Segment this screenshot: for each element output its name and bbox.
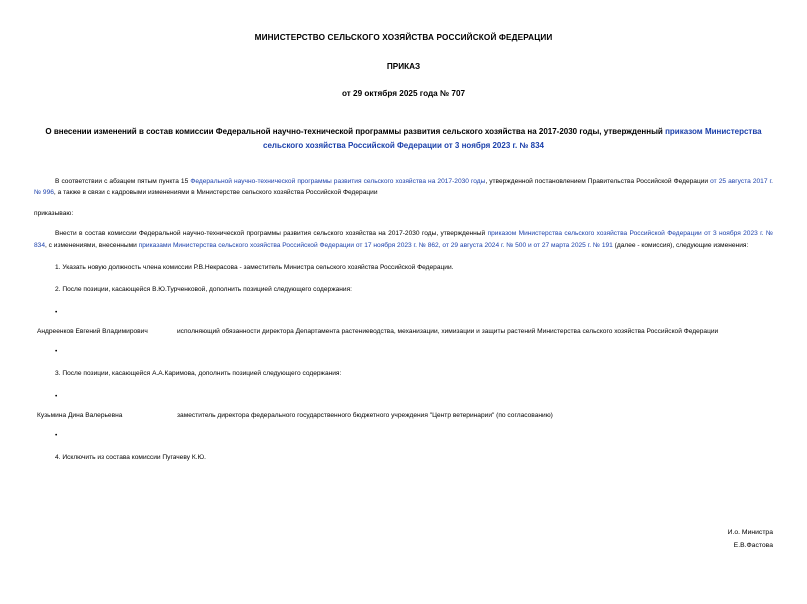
list-bullet-2: •: [55, 347, 58, 355]
list-bullet-3: •: [55, 392, 58, 400]
person-position: исполняющий обязанности директора Департамента растениеводства, механизации, химизации и защиты растений Министерства сельского хозяйства Российской Федерации: [177, 328, 719, 336]
main-link-order-834[interactable]: приказом Министерства сельского хозяйства Российской Федерации от 3 ноября 2023 г. № 834: [34, 230, 773, 249]
document-type-heading: ПРИКАЗ: [386, 62, 421, 71]
person-position: заместитель директора федерального государственного бюджетного учреждения "Центр ветеринарии" (по согласованию): [177, 412, 553, 420]
document-page: [0, 33, 807, 604]
title-link-order-834[interactable]: приказом Министерства сельского хозяйства Российской Федерации от 3 ноября 2023 г. № 834: [263, 127, 762, 150]
signature-role: И.о. Министра: [727, 529, 773, 536]
person-name: Кузьмина Дина Валерьевна: [37, 412, 123, 420]
item-4: 4. Исключить из состава комиссии Пугачеву К.Ю.: [55, 454, 207, 462]
item-3: 3. После позиции, касающейся А.А.Каримова, дополнить позицией следующего содержания:: [55, 370, 342, 378]
item-2: 2. После позиции, касающейся В.Ю.Турченковой, дополнить позицией следующего содержания:: [55, 286, 352, 294]
preamble-link-program[interactable]: Федеральной научно-технической программы развития сельского хозяйства на 2017-2030 годы: [190, 178, 486, 185]
item-1: 1. Указать новую должность члена комиссии Р.В.Некрасова - заместитель Министра сельского хозяйства Российской Федерации.: [55, 264, 454, 272]
list-bullet-4: •: [55, 431, 58, 439]
signature-block: [728, 526, 773, 552]
document-title: [38, 125, 769, 152]
title-text-part: О внесении изменений в состав комиссии Федеральной научно-технической программы развития сельского хозяйства на 2017-2030 годы, утвержденный: [45, 127, 666, 136]
main-link-orders-amendments[interactable]: приказами Министерства сельского хозяйства Российской Федерации от 17 ноября 2023 г. № 862, от 29 августа 2024 г. № 500 и от 27 марта 2025 г. № 191: [138, 241, 613, 249]
signature-name: Е.В.Фастова: [733, 542, 773, 549]
person-name: Андреенков Евгений Владимирович: [37, 328, 148, 336]
preamble-text-c: , а также в связи с кадровыми изменениями в Министерстве сельского хозяйства Российской Федерации: [53, 189, 378, 197]
person-row-kuzmina: [34, 411, 773, 421]
main-paragraph: [34, 228, 773, 251]
main-text-c: (далее - комиссия), следующие изменения:: [612, 241, 749, 249]
main-text-a: Внести в состав комиссии Федеральной научно-технической программы развития сельского хозяйства на 2017-2030 годы, утвержденный: [55, 230, 488, 238]
preamble-link-resolution-996[interactable]: от 25 августа 2017 г. № 996: [34, 178, 773, 197]
document-body: [34, 176, 773, 463]
person-row-andreenkov: [34, 327, 773, 337]
main-text-b: , с изменениями, внесенными: [45, 241, 139, 249]
order-word: приказываю:: [34, 209, 74, 217]
document-date-number: от 29 октября 2025 года № 707: [341, 89, 466, 98]
preamble-paragraph: [34, 176, 773, 199]
list-bullet-1: •: [55, 308, 58, 316]
preamble-text-b: , утвержденной постановлением Правительства Российской Федерации: [485, 178, 711, 185]
preamble-text-a: В соответствии с абзацем пятым пункта 15: [55, 178, 191, 185]
ministry-heading: МИНИСТЕРСТВО СЕЛЬСКОГО ХОЗЯЙСТВА РОССИЙСКОЙ ФЕДЕРАЦИИ: [254, 33, 553, 42]
